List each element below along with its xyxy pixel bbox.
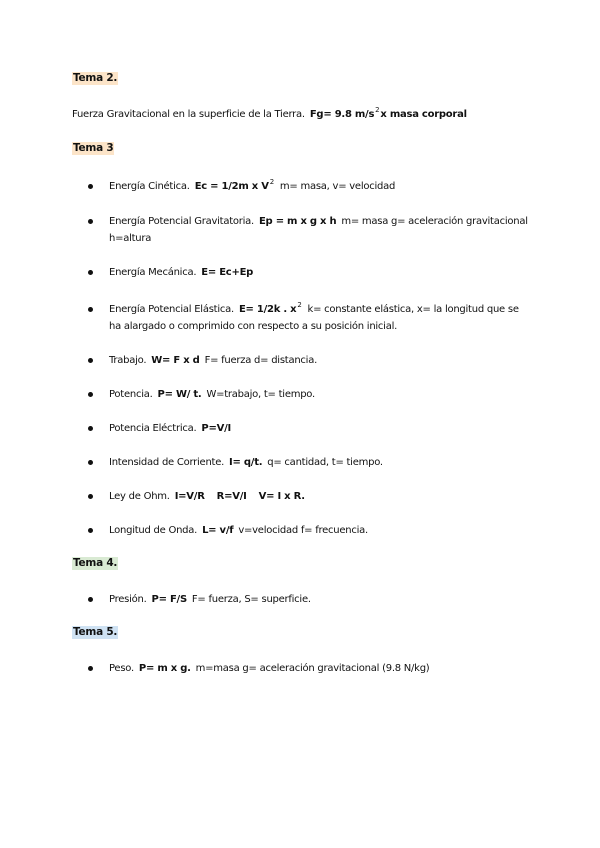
intro-formula-end: x masa corporal <box>380 109 467 120</box>
list-item-ley-de-ohm <box>90 488 530 505</box>
item-formula: R=V/I <box>216 491 247 502</box>
item-label: Potencia. <box>109 389 153 400</box>
item-label: Energía Potencial Elástica. <box>109 304 234 315</box>
bullet-icon <box>88 307 93 312</box>
bullet-icon <box>88 666 93 671</box>
intro-exponent: 2 <box>375 106 380 114</box>
bullet-icon <box>88 270 93 275</box>
item-formula: W= F x d <box>151 355 200 366</box>
item-label: Presión. <box>109 594 147 605</box>
item-label: Energía Mecánica. <box>109 267 197 278</box>
heading-tema-4: Tema 4. <box>73 557 118 569</box>
heading-tema-5: Tema 5. <box>73 626 118 638</box>
item-description: m=masa g= aceleración gravitacional (9.8 N/kg) <box>195 663 430 674</box>
item-label: Peso. <box>109 663 134 674</box>
item-description: m= masa g= aceleración gravitacional h=altura <box>109 216 528 244</box>
item-exponent: 2 <box>297 301 302 309</box>
item-formula: Ec = 1/2m x V <box>194 181 269 192</box>
heading-tema-2: Tema 2. <box>73 72 118 84</box>
item-formula: E= Ec+Ep <box>201 267 254 278</box>
item-formula: P= m x g. <box>138 663 191 674</box>
bullet-icon <box>88 426 93 431</box>
list-item-trabajo <box>90 352 530 369</box>
bullet-icon <box>88 460 93 465</box>
list-item-presion <box>90 591 530 608</box>
list-item-longitud-onda <box>90 522 530 539</box>
item-formula: V= I x R. <box>258 491 305 502</box>
list-item-energia-mecanica <box>90 264 530 281</box>
item-label: Potencia Eléctrica. <box>109 423 197 434</box>
item-description: k= constante elástica, x= la longitud que se ha alargado o comprimido con respecto a su posición inicial. <box>109 304 519 332</box>
item-description: v=velocidad f= frecuencia. <box>238 525 368 536</box>
heading-tema-3: Tema 3 <box>73 142 114 154</box>
intro-formula: Fg= 9.8 m/s <box>309 109 375 120</box>
item-label: Longitud de Onda. <box>109 525 198 536</box>
bullet-icon <box>88 494 93 499</box>
bullet-icon <box>88 184 93 189</box>
bullet-icon <box>88 528 93 533</box>
bullet-icon <box>88 219 93 224</box>
intro-text: Fuerza Gravitacional en la superficie de la Tierra. <box>72 109 305 120</box>
intro-paragraph <box>72 107 542 122</box>
item-label: Ley de Ohm. <box>109 491 170 502</box>
item-formula: P= W/ t. <box>157 389 202 400</box>
item-label: Intensidad de Corriente. <box>109 457 225 468</box>
item-description: F= fuerza, S= superficie. <box>191 594 311 605</box>
bullet-icon <box>88 358 93 363</box>
list-item-peso <box>90 660 530 677</box>
item-formula: I=V/R <box>174 491 205 502</box>
item-formula: P=V/I <box>201 423 231 434</box>
item-formula: Ep = m x g x h <box>258 216 337 227</box>
bullet-icon <box>88 392 93 397</box>
item-formula: E= 1/2k . x <box>238 304 297 315</box>
list-item-energia-cinetica <box>90 178 530 195</box>
item-description: F= fuerza d= distancia. <box>204 355 318 366</box>
item-formula: L= v/f <box>202 525 234 536</box>
list-item-energia-elastica <box>90 301 530 335</box>
list-item-intensidad-corriente <box>90 454 530 471</box>
item-description: q= cantidad, t= tiempo. <box>267 457 383 468</box>
item-label: Energía Cinética. <box>109 181 190 192</box>
item-exponent: 2 <box>269 178 274 186</box>
item-description: m= masa, v= velocidad <box>279 181 396 192</box>
list-item-potencia-electrica <box>90 420 530 437</box>
item-formula: P= F/S <box>151 594 187 605</box>
item-description: W=trabajo, t= tiempo. <box>206 389 315 400</box>
list-item-potencia <box>90 386 530 403</box>
item-label: Trabajo. <box>109 355 147 366</box>
list-item-energia-potencial <box>90 213 530 247</box>
item-label: Energía Potencial Gravitatoria. <box>109 216 254 227</box>
bullet-icon <box>88 597 93 602</box>
item-formula: I= q/t. <box>229 457 263 468</box>
